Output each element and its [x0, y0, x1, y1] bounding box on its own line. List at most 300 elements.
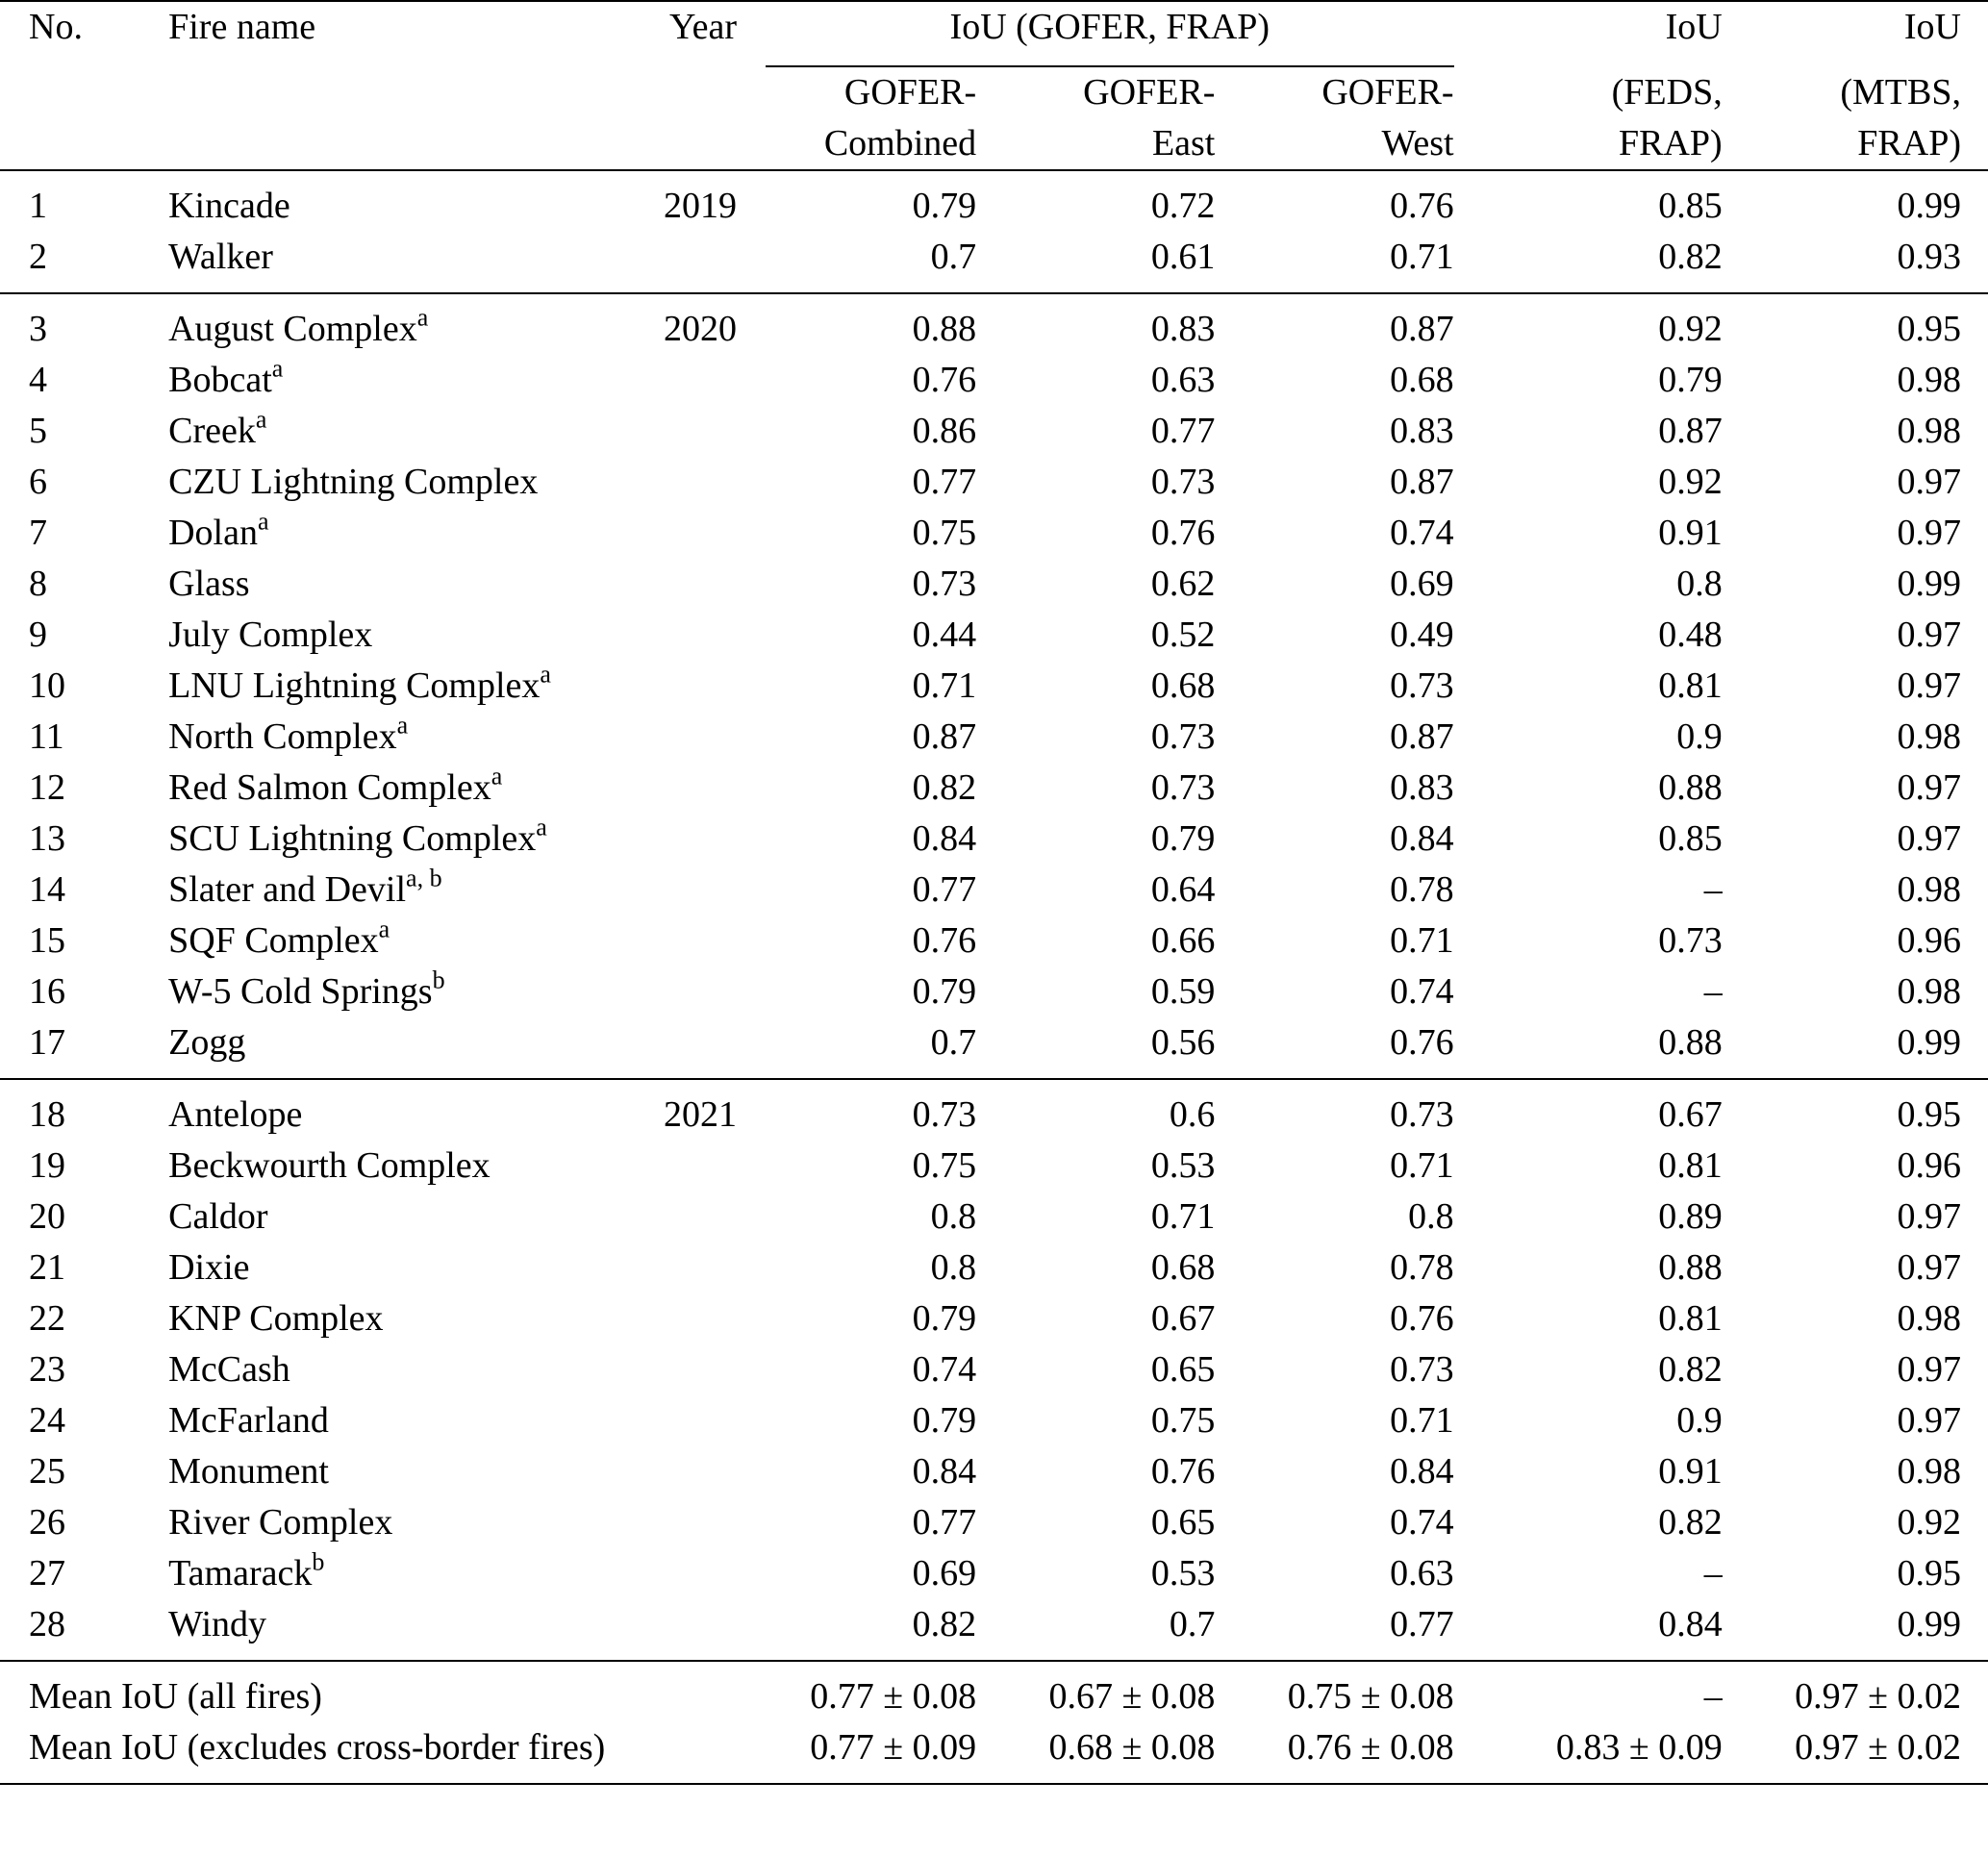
cell-gofer-combined: 0.76 — [912, 360, 977, 400]
cell-iou-mtbs: 0.99 — [1897, 564, 1961, 604]
cell-gofer-east: 0.73 — [1150, 767, 1216, 808]
cell-gofer-combined: 0.86 — [912, 411, 977, 451]
cell-year — [597, 966, 737, 1017]
header-iou-gofer-frap-group — [737, 1, 1483, 67]
cell-fire-name — [168, 763, 597, 814]
cell-no: 11 — [29, 716, 64, 757]
cell-gofer-combined: 0.79 — [912, 186, 977, 226]
fire-name-text: SCU Lightning Complex — [168, 818, 537, 859]
cell-gofer-west: 0.77 — [1390, 1604, 1454, 1644]
fire-name-text: Slater and Devil — [168, 869, 407, 910]
footnote-marker: a — [255, 405, 267, 434]
table-row — [0, 1599, 1988, 1661]
cell-gofer-west: 0.73 — [1390, 665, 1454, 706]
table-row — [0, 1446, 1988, 1497]
footnote-marker: a, b — [406, 864, 442, 892]
cell-gofer-east: 0.63 — [1150, 360, 1216, 400]
cell-no: 4 — [29, 360, 47, 400]
summary-iou-mtbs: 0.97 ± 0.02 — [1795, 1676, 1961, 1717]
cell-gofer-east: 0.76 — [1150, 513, 1216, 553]
cell-iou-feds: 0.48 — [1658, 615, 1723, 655]
cell-gofer-east: 0.6 — [1169, 1094, 1216, 1135]
cell-iou-feds: 0.82 — [1658, 237, 1723, 277]
summary-row — [0, 1722, 1988, 1784]
cell-gofer-combined: 0.77 — [912, 462, 977, 502]
header-row-2 — [0, 67, 1988, 170]
cell-fire-name — [168, 1395, 597, 1446]
fire-name-text: August Complex — [168, 309, 417, 349]
table-row — [0, 1017, 1988, 1079]
cell-year — [597, 814, 737, 865]
cell-iou-mtbs: 0.97 — [1897, 1400, 1961, 1441]
cell-fire-name — [168, 457, 597, 508]
cell-fire-name — [168, 610, 597, 661]
summary-iou-mtbs: 0.97 ± 0.02 — [1795, 1727, 1961, 1768]
cell-gofer-east: 0.76 — [1150, 1451, 1216, 1492]
table-row — [0, 1192, 1988, 1242]
cell-iou-feds: 0.89 — [1658, 1196, 1723, 1237]
cell-fire-name — [168, 1141, 597, 1192]
cell-year — [597, 661, 737, 712]
summary-gofer-combined: 0.77 ± 0.09 — [810, 1727, 977, 1768]
cell-gofer-west: 0.78 — [1390, 869, 1454, 910]
cell-no: 28 — [29, 1604, 65, 1644]
cell-gofer-west: 0.84 — [1390, 1451, 1454, 1492]
cell-iou-mtbs: 0.98 — [1897, 360, 1961, 400]
summary-label: Mean IoU (excludes cross-border fires) — [29, 1727, 606, 1768]
header-iou-feds-top: IoU — [1665, 7, 1723, 47]
cell-iou-feds: – — [1703, 971, 1723, 1012]
footnote-marker: a — [416, 303, 429, 332]
table-row — [0, 1079, 1988, 1141]
cell-gofer-combined: 0.7 — [930, 1022, 977, 1063]
cell-gofer-combined: 0.84 — [912, 1451, 977, 1492]
footnote-marker: a — [378, 915, 390, 943]
fire-name-text: LNU Lightning Complex — [168, 665, 541, 706]
summary-iou-feds: – — [1703, 1676, 1723, 1717]
cell-gofer-combined: 0.82 — [912, 767, 977, 808]
cell-no: 16 — [29, 971, 65, 1012]
cell-gofer-east: 0.79 — [1150, 818, 1216, 859]
cell-fire-name — [168, 661, 597, 712]
cell-iou-feds: 0.9 — [1676, 1400, 1723, 1441]
cell-iou-mtbs: 0.97 — [1897, 818, 1961, 859]
fire-name-text: Tamarack — [168, 1553, 313, 1594]
cell-fire-name — [168, 232, 597, 293]
table-row — [0, 457, 1988, 508]
cell-year — [597, 1017, 737, 1079]
cell-gofer-east: 0.61 — [1150, 237, 1216, 277]
cell-iou-mtbs: 0.96 — [1897, 920, 1961, 961]
fire-name-text: Windy — [168, 1604, 267, 1644]
summary-iou-feds: 0.83 ± 0.09 — [1555, 1727, 1723, 1768]
cell-gofer-combined: 0.77 — [912, 1502, 977, 1543]
cell-fire-name — [168, 814, 597, 865]
cell-year — [597, 559, 737, 610]
cell-gofer-west: 0.87 — [1390, 462, 1454, 502]
fire-name-text: CZU Lightning Complex — [168, 462, 539, 502]
table-row — [0, 610, 1988, 661]
cell-iou-feds: 0.92 — [1658, 462, 1723, 502]
cell-gofer-west: 0.76 — [1390, 186, 1454, 226]
fire-name-text: July Complex — [168, 615, 373, 655]
cell-gofer-west: 0.87 — [1390, 716, 1454, 757]
cell-no: 21 — [29, 1247, 65, 1288]
cell-iou-feds: 0.81 — [1658, 1145, 1723, 1186]
cell-gofer-east: 0.56 — [1150, 1022, 1216, 1063]
footnote-marker: b — [432, 966, 445, 994]
cell-gofer-east: 0.77 — [1150, 411, 1216, 451]
cell-year — [597, 1141, 737, 1192]
cell-gofer-west: 0.68 — [1390, 360, 1454, 400]
header-gofer-west: GOFER- West — [1321, 72, 1454, 163]
fire-name-text: W-5 Cold Springs — [168, 971, 433, 1012]
cell-gofer-east: 0.71 — [1150, 1196, 1216, 1237]
cell-no: 7 — [29, 513, 47, 553]
fire-name-text: Glass — [168, 564, 250, 604]
cell-year — [597, 763, 737, 814]
cell-gofer-west: 0.87 — [1390, 309, 1454, 349]
cell-gofer-west: 0.71 — [1390, 1400, 1454, 1441]
cell-gofer-east: 0.68 — [1150, 1247, 1216, 1288]
header-gofer-east: GOFER- East — [1083, 72, 1216, 163]
table-row — [0, 865, 1988, 916]
cell-gofer-west: 0.71 — [1390, 1145, 1454, 1186]
table-row — [0, 916, 1988, 966]
cell-iou-feds: 0.82 — [1658, 1349, 1723, 1390]
summary-body — [0, 1661, 1988, 1784]
cell-fire-name — [168, 1344, 597, 1395]
cell-year — [597, 1192, 737, 1242]
table-row — [0, 170, 1988, 232]
table-row — [0, 232, 1988, 293]
cell-iou-mtbs: 0.99 — [1897, 1022, 1961, 1063]
summary-gofer-combined: 0.77 ± 0.08 — [810, 1676, 977, 1717]
cell-fire-name — [168, 712, 597, 763]
cell-gofer-east: 0.62 — [1150, 564, 1216, 604]
cell-iou-feds: – — [1703, 1553, 1723, 1594]
fire-name-text: Dixie — [168, 1247, 250, 1288]
header-row-1 — [0, 1, 1988, 67]
cell-iou-mtbs: 0.97 — [1897, 462, 1961, 502]
cell-fire-name — [168, 966, 597, 1017]
cell-gofer-east: 0.67 — [1150, 1298, 1216, 1339]
cell-gofer-combined: 0.87 — [912, 716, 977, 757]
fire-name-text: McCash — [168, 1349, 290, 1390]
cell-iou-feds: 0.73 — [1658, 920, 1723, 961]
cell-iou-mtbs: 0.98 — [1897, 971, 1961, 1012]
cell-gofer-west: 0.71 — [1390, 237, 1454, 277]
table-row — [0, 1497, 1988, 1548]
cell-gofer-east: 0.65 — [1150, 1502, 1216, 1543]
fire-name-text: Red Salmon Complex — [168, 767, 491, 808]
footnote-marker: a — [271, 354, 284, 383]
cell-iou-mtbs: 0.93 — [1897, 237, 1961, 277]
cell-gofer-combined: 0.8 — [930, 1196, 977, 1237]
cell-year — [597, 1242, 737, 1293]
cell-no: 13 — [29, 818, 65, 859]
cell-gofer-combined: 0.88 — [912, 309, 977, 349]
cell-iou-mtbs: 0.98 — [1897, 1298, 1961, 1339]
cell-iou-mtbs: 0.98 — [1897, 869, 1961, 910]
cell-year — [597, 1599, 737, 1661]
cell-fire-name — [168, 406, 597, 457]
cell-iou-mtbs: 0.97 — [1897, 1196, 1961, 1237]
cell-year — [597, 610, 737, 661]
cell-no: 25 — [29, 1451, 65, 1492]
footnote-marker: a — [536, 813, 547, 841]
cell-fire-name — [168, 355, 597, 406]
cell-year — [597, 1446, 737, 1497]
header-iou-mtbs: (MTBS, FRAP) — [1840, 72, 1961, 163]
cell-iou-feds: 0.87 — [1658, 411, 1723, 451]
cell-fire-name — [168, 1293, 597, 1344]
summary-gofer-west: 0.75 ± 0.08 — [1287, 1676, 1454, 1717]
footnote-marker: a — [396, 711, 409, 740]
cell-gofer-west: 0.74 — [1390, 1502, 1454, 1543]
cell-gofer-west: 0.8 — [1408, 1196, 1454, 1237]
header-iou-feds: (FEDS, FRAP) — [1611, 72, 1723, 163]
cell-fire-name — [168, 1446, 597, 1497]
cell-no: 12 — [29, 767, 65, 808]
cell-iou-feds: 0.82 — [1658, 1502, 1723, 1543]
fire-name-text: Antelope — [168, 1094, 303, 1135]
cell-fire-name — [168, 293, 597, 355]
fire-name-text: Monument — [168, 1451, 329, 1492]
cell-gofer-east: 0.83 — [1150, 309, 1216, 349]
cell-gofer-west: 0.83 — [1390, 411, 1454, 451]
fire-name-text: Walker — [168, 237, 273, 277]
table-row — [0, 508, 1988, 559]
cell-gofer-combined: 0.84 — [912, 818, 977, 859]
cell-gofer-west: 0.76 — [1390, 1298, 1454, 1339]
cell-iou-mtbs: 0.99 — [1897, 1604, 1961, 1644]
cell-iou-mtbs: 0.97 — [1897, 1247, 1961, 1288]
cell-fire-name — [168, 170, 597, 232]
cell-gofer-west: 0.76 — [1390, 1022, 1454, 1063]
cell-gofer-west: 0.73 — [1390, 1094, 1454, 1135]
footnote-marker: b — [312, 1547, 325, 1576]
table-row — [0, 1344, 1988, 1395]
cell-iou-feds: 0.85 — [1658, 186, 1723, 226]
summary-label: Mean IoU (all fires) — [29, 1676, 322, 1717]
table-body — [0, 170, 1988, 1661]
cell-iou-feds: 0.91 — [1658, 513, 1723, 553]
cell-gofer-combined: 0.73 — [912, 1094, 977, 1135]
cell-gofer-combined: 0.79 — [912, 1298, 977, 1339]
summary-gofer-east: 0.68 ± 0.08 — [1048, 1727, 1216, 1768]
cell-fire-name — [168, 1017, 597, 1079]
cell-gofer-combined: 0.74 — [912, 1349, 977, 1390]
cell-iou-feds: 0.92 — [1658, 309, 1723, 349]
cell-gofer-west: 0.83 — [1390, 767, 1454, 808]
cell-year — [597, 1344, 737, 1395]
cell-iou-mtbs: 0.98 — [1897, 1451, 1961, 1492]
table-row — [0, 559, 1988, 610]
cell-fire-name — [168, 559, 597, 610]
table-row — [0, 966, 1988, 1017]
cell-fire-name — [168, 1079, 597, 1141]
table-row — [0, 1293, 1988, 1344]
summary-gofer-east: 0.67 ± 0.08 — [1048, 1676, 1216, 1717]
cell-gofer-east: 0.66 — [1150, 920, 1216, 961]
cell-iou-feds: 0.88 — [1658, 1247, 1723, 1288]
summary-row — [0, 1661, 1988, 1722]
cell-iou-mtbs: 0.95 — [1897, 309, 1961, 349]
table-row — [0, 1548, 1988, 1599]
table-row — [0, 1242, 1988, 1293]
cell-gofer-west: 0.73 — [1390, 1349, 1454, 1390]
cell-year — [597, 508, 737, 559]
fire-name-text: North Complex — [168, 716, 397, 757]
cell-year — [597, 406, 737, 457]
cell-gofer-east: 0.53 — [1150, 1553, 1216, 1594]
header-iou-mtbs-top: IoU — [1903, 7, 1961, 47]
header-fire-name: Fire name — [168, 7, 316, 47]
cell-year — [597, 1293, 737, 1344]
cell-no: 2 — [29, 237, 47, 277]
cell-year: 2021 — [664, 1094, 738, 1135]
cell-no: 15 — [29, 920, 65, 961]
table-row — [0, 712, 1988, 763]
cell-year — [597, 1497, 737, 1548]
cell-gofer-west: 0.69 — [1390, 564, 1454, 604]
cell-no: 26 — [29, 1502, 65, 1543]
cell-year — [597, 355, 737, 406]
fire-name-text: Kincade — [168, 186, 290, 226]
cell-gofer-combined: 0.79 — [912, 1400, 977, 1441]
fire-name-text: SQF Complex — [168, 920, 379, 961]
cell-iou-mtbs: 0.99 — [1897, 186, 1961, 226]
cell-year: 2020 — [664, 309, 738, 349]
cell-fire-name — [168, 865, 597, 916]
cell-iou-mtbs: 0.92 — [1897, 1502, 1961, 1543]
cell-iou-mtbs: 0.97 — [1897, 513, 1961, 553]
footnote-marker: a — [491, 762, 503, 790]
cell-iou-feds: 0.67 — [1658, 1094, 1723, 1135]
cell-gofer-east: 0.75 — [1150, 1400, 1216, 1441]
fire-name-text: KNP Complex — [168, 1298, 384, 1339]
fire-name-text: Beckwourth Complex — [168, 1145, 491, 1186]
fire-name-text: River Complex — [168, 1502, 393, 1543]
cell-year: 2019 — [664, 186, 738, 226]
header-year: Year — [669, 7, 738, 47]
cell-fire-name — [168, 1242, 597, 1293]
cell-iou-mtbs: 0.95 — [1897, 1094, 1961, 1135]
cell-iou-feds: 0.85 — [1658, 818, 1723, 859]
cell-no: 6 — [29, 462, 47, 502]
cell-year — [597, 916, 737, 966]
cell-gofer-combined: 0.75 — [912, 513, 977, 553]
summary-gofer-west: 0.76 ± 0.08 — [1287, 1727, 1454, 1768]
cell-iou-feds: 0.9 — [1676, 716, 1723, 757]
header-gofer-combined: GOFER- Combined — [823, 72, 977, 163]
cell-gofer-east: 0.65 — [1150, 1349, 1216, 1390]
cell-iou-feds: 0.84 — [1658, 1604, 1723, 1644]
cell-year — [597, 712, 737, 763]
header-no: No. — [29, 7, 83, 47]
cell-iou-feds: 0.8 — [1676, 564, 1723, 604]
cell-gofer-combined: 0.8 — [930, 1247, 977, 1288]
cell-fire-name — [168, 916, 597, 966]
cell-gofer-combined: 0.44 — [912, 615, 977, 655]
cell-no: 20 — [29, 1196, 65, 1237]
cell-no: 5 — [29, 411, 47, 451]
cell-no: 9 — [29, 615, 47, 655]
cell-gofer-east: 0.7 — [1169, 1604, 1216, 1644]
header-iou-gofer-frap: IoU (GOFER, FRAP) — [766, 2, 1454, 67]
cell-iou-mtbs: 0.97 — [1897, 665, 1961, 706]
cell-year — [597, 1395, 737, 1446]
fire-name-text: Caldor — [168, 1196, 268, 1237]
cell-gofer-east: 0.72 — [1150, 186, 1216, 226]
table-row — [0, 1395, 1988, 1446]
cell-gofer-combined: 0.71 — [912, 665, 977, 706]
fire-name-text: Zogg — [168, 1022, 246, 1063]
cell-iou-feds: 0.81 — [1658, 1298, 1723, 1339]
cell-fire-name — [168, 508, 597, 559]
table-row — [0, 355, 1988, 406]
cell-iou-mtbs: 0.96 — [1897, 1145, 1961, 1186]
table-row — [0, 293, 1988, 355]
cell-gofer-combined: 0.7 — [930, 237, 977, 277]
cell-gofer-west: 0.49 — [1390, 615, 1454, 655]
table-row — [0, 1141, 1988, 1192]
cell-fire-name — [168, 1497, 597, 1548]
cell-year — [597, 457, 737, 508]
cell-no: 17 — [29, 1022, 65, 1063]
cell-gofer-east: 0.53 — [1150, 1145, 1216, 1186]
cell-gofer-combined: 0.75 — [912, 1145, 977, 1186]
cell-no: 19 — [29, 1145, 65, 1186]
cell-iou-mtbs: 0.97 — [1897, 1349, 1961, 1390]
cell-fire-name — [168, 1599, 597, 1661]
cell-gofer-east: 0.64 — [1150, 869, 1216, 910]
cell-iou-mtbs: 0.95 — [1897, 1553, 1961, 1594]
fire-name-text: Bobcat — [168, 360, 272, 400]
cell-fire-name — [168, 1192, 597, 1242]
cell-no: 14 — [29, 869, 65, 910]
cell-gofer-combined: 0.82 — [912, 1604, 977, 1644]
cell-no: 23 — [29, 1349, 65, 1390]
cell-gofer-east: 0.73 — [1150, 716, 1216, 757]
fire-name-text: McFarland — [168, 1400, 329, 1441]
cell-iou-feds: 0.79 — [1658, 360, 1723, 400]
footnote-marker: a — [540, 660, 551, 689]
table-row — [0, 763, 1988, 814]
cell-gofer-east: 0.59 — [1150, 971, 1216, 1012]
cell-gofer-combined: 0.69 — [912, 1553, 977, 1594]
cell-no: 27 — [29, 1553, 65, 1594]
cell-no: 8 — [29, 564, 47, 604]
cell-iou-feds: 0.91 — [1658, 1451, 1723, 1492]
cell-gofer-west: 0.63 — [1390, 1553, 1454, 1594]
cell-gofer-combined: 0.77 — [912, 869, 977, 910]
cell-no: 10 — [29, 665, 65, 706]
cell-gofer-west: 0.74 — [1390, 971, 1454, 1012]
table-row — [0, 814, 1988, 865]
cell-iou-mtbs: 0.98 — [1897, 716, 1961, 757]
cell-iou-mtbs: 0.97 — [1897, 615, 1961, 655]
cell-gofer-west: 0.74 — [1390, 513, 1454, 553]
cell-fire-name — [168, 1548, 597, 1599]
cell-gofer-west: 0.84 — [1390, 818, 1454, 859]
table-row — [0, 661, 1988, 712]
cell-iou-feds: 0.88 — [1658, 767, 1723, 808]
cell-no: 3 — [29, 309, 47, 349]
cell-iou-mtbs: 0.97 — [1897, 767, 1961, 808]
cell-iou-feds: 0.81 — [1658, 665, 1723, 706]
